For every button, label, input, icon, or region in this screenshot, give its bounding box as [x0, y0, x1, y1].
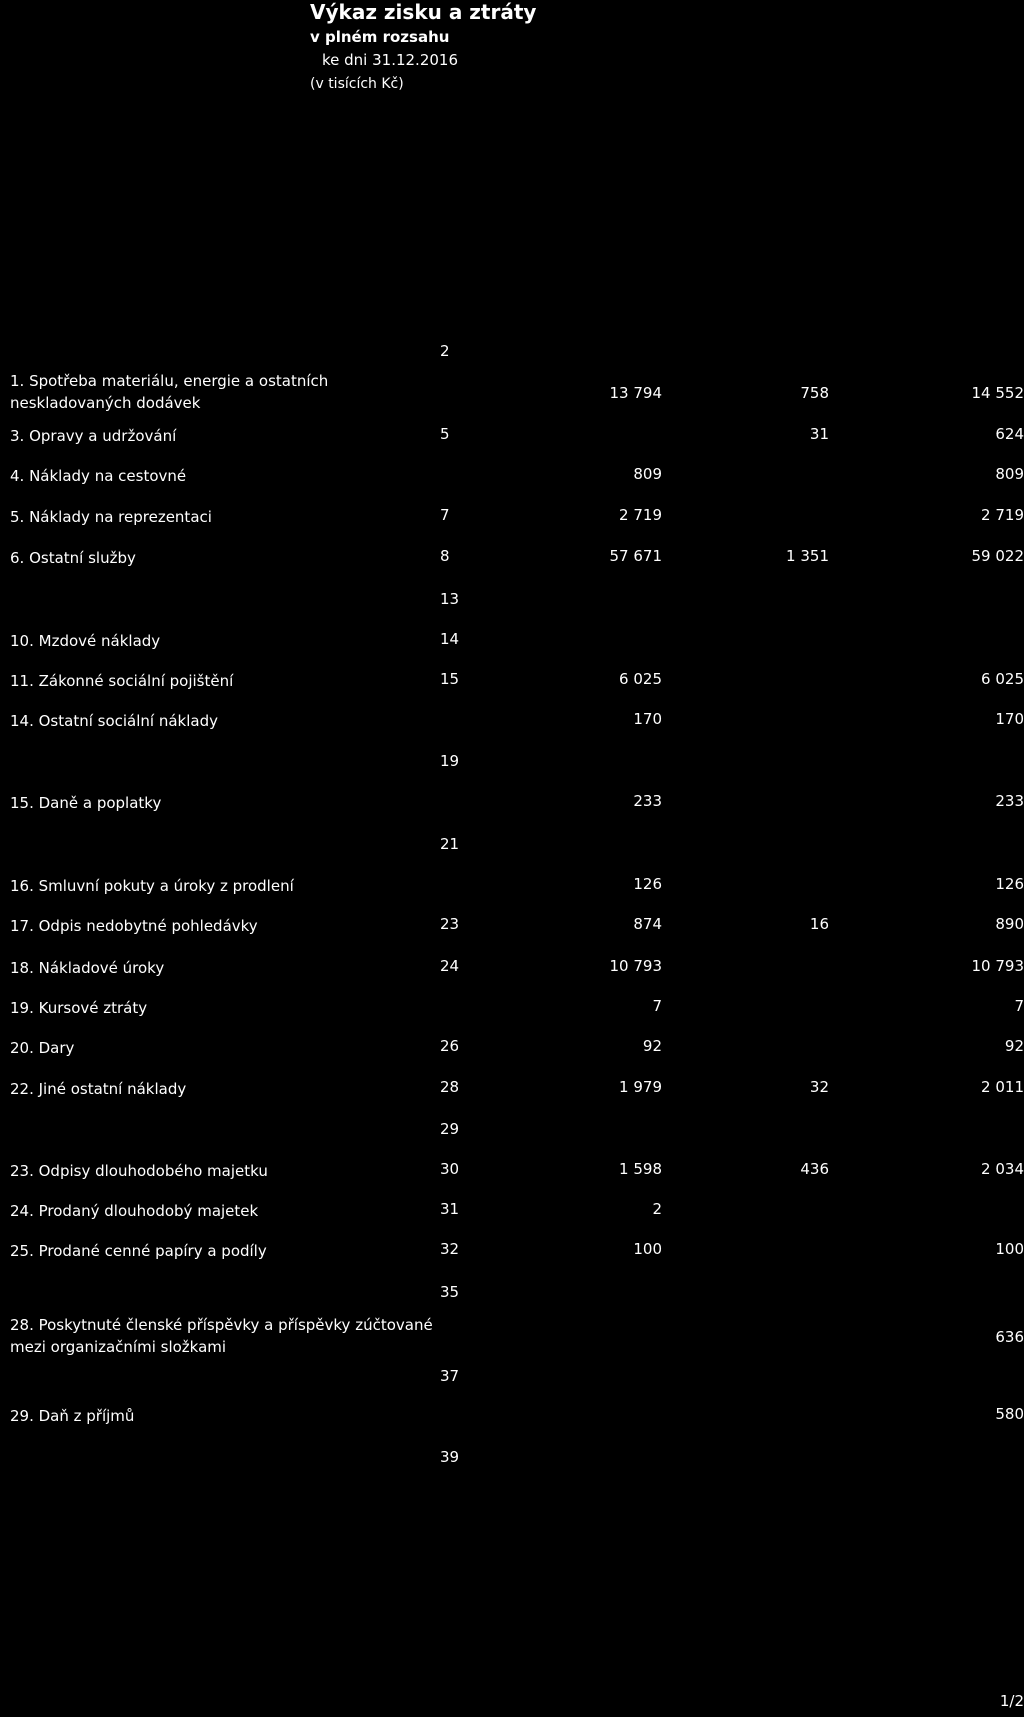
value-total: 126 [995, 875, 1024, 893]
page-number: 1/2 [999, 1692, 1024, 1710]
value-total: 7 [1014, 997, 1024, 1015]
row-line-number: 29 [440, 1120, 460, 1138]
table-row [0, 710, 1024, 750]
value-total: 6 025 [981, 670, 1024, 688]
row-label: 16. Smluvní pokuty a úroky z prodlení [10, 877, 294, 895]
table-row [0, 1120, 1024, 1160]
value-total: 100 [995, 1240, 1024, 1258]
value-total: 233 [995, 792, 1024, 810]
table-row [0, 957, 1024, 997]
row-label: 10. Mzdové náklady [10, 632, 161, 650]
value-main-activity: 7 [652, 997, 662, 1015]
value-main-activity: 10 793 [609, 957, 662, 975]
row-label: 3. Opravy a udržování [10, 427, 177, 445]
row-line-number: 5 [440, 425, 450, 443]
table-row [0, 1240, 1024, 1280]
row-label: 25. Prodané cenné papíry a podíly [10, 1242, 267, 1260]
value-total: 580 [995, 1405, 1024, 1423]
row-label: 19. Kursové ztráty [10, 999, 148, 1017]
value-economic-activity: 758 [800, 384, 829, 402]
row-line-number: 39 [440, 1448, 460, 1466]
value-main-activity: 2 719 [619, 506, 662, 524]
row-label: 28. Poskytnuté členské příspěvky a příspěvky zúčtované mezi organizačními složkami [10, 1316, 433, 1356]
value-total: 2 034 [981, 1160, 1024, 1178]
value-main-activity: 13 794 [609, 384, 662, 402]
row-line-number: 28 [440, 1078, 460, 1096]
row-line-number: 32 [440, 1240, 460, 1258]
table-row [0, 465, 1024, 505]
row-label: 6. Ostatní služby [10, 549, 136, 567]
table-row [0, 1037, 1024, 1077]
value-economic-activity: 1 351 [786, 547, 829, 565]
value-main-activity: 100 [633, 1240, 662, 1258]
table-row [0, 875, 1024, 915]
table-row [0, 425, 1024, 465]
value-main-activity: 126 [633, 875, 662, 893]
row-line-number: 21 [440, 835, 460, 853]
row-label: 11. Zákonné sociální pojištění [10, 672, 234, 690]
row-line-number: 26 [440, 1037, 460, 1055]
value-main-activity: 92 [642, 1037, 662, 1055]
row-line-number: 35 [440, 1283, 460, 1301]
value-total: 636 [995, 1328, 1024, 1346]
table-row [0, 1405, 1024, 1445]
page-subtitle: v plném rozsahu [310, 28, 450, 46]
row-label: 18. Nákladové úroky [10, 959, 165, 977]
table-row [0, 506, 1024, 546]
value-main-activity: 809 [633, 465, 662, 483]
table-row [0, 1448, 1024, 1488]
value-total: 14 552 [971, 384, 1024, 402]
row-line-number: 23 [440, 915, 460, 933]
row-label: 20. Dary [10, 1039, 75, 1057]
row-line-number: 2 [440, 342, 450, 360]
value-economic-activity: 32 [809, 1078, 829, 1096]
row-line-number: 19 [440, 752, 460, 770]
value-economic-activity: 31 [809, 425, 829, 443]
row-label: 17. Odpis nedobytné pohledávky [10, 917, 258, 935]
table-row [0, 630, 1024, 670]
row-line-number: 14 [440, 630, 460, 648]
row-label: 14. Ostatní sociální náklady [10, 712, 218, 730]
table-row [0, 670, 1024, 710]
row-label: 15. Daně a poplatky [10, 794, 162, 812]
row-label: 5. Náklady na reprezentaci [10, 508, 212, 526]
table-row [0, 792, 1024, 832]
value-total: 2 011 [981, 1078, 1024, 1096]
value-total: 2 719 [981, 506, 1024, 524]
value-main-activity: 1 979 [619, 1078, 662, 1096]
table-row [0, 915, 1024, 955]
table-row [0, 590, 1024, 630]
value-economic-activity: 436 [800, 1160, 829, 1178]
value-total: 624 [995, 425, 1024, 443]
row-line-number: 30 [440, 1160, 460, 1178]
row-label: 23. Odpisy dlouhodobého majetku [10, 1162, 268, 1180]
value-main-activity: 170 [633, 710, 662, 728]
report-date: ke dni 31.12.2016 [322, 51, 458, 69]
row-line-number: 37 [440, 1367, 460, 1385]
value-main-activity: 233 [633, 792, 662, 810]
table-row [0, 372, 1024, 412]
value-main-activity: 1 598 [619, 1160, 662, 1178]
value-main-activity: 2 [652, 1200, 662, 1218]
page-title: Výkaz zisku a ztráty [310, 0, 537, 24]
value-main-activity: 6 025 [619, 670, 662, 688]
table-row [0, 1160, 1024, 1200]
row-line-number: 13 [440, 590, 460, 608]
row-line-number: 15 [440, 670, 460, 688]
table-row [0, 752, 1024, 792]
table-row [0, 835, 1024, 875]
value-main-activity: 874 [633, 915, 662, 933]
value-total: 92 [1004, 1037, 1024, 1055]
value-total: 809 [995, 465, 1024, 483]
row-line-number: 24 [440, 957, 460, 975]
currency-unit: (v tisících Kč) [310, 76, 404, 92]
value-main-activity: 57 671 [609, 547, 662, 565]
row-label: 22. Jiné ostatní náklady [10, 1080, 187, 1098]
row-label: 1. Spotřeba materiálu, energie a ostatních neskladovaných dodávek [10, 372, 329, 412]
row-line-number: 7 [440, 506, 450, 524]
row-label: 29. Daň z příjmů [10, 1407, 135, 1425]
row-label: 24. Prodaný dlouhodobý majetek [10, 1202, 259, 1220]
table-row [0, 1316, 1024, 1356]
row-line-number: 8 [440, 547, 450, 565]
row-line-number: 31 [440, 1200, 460, 1218]
value-economic-activity: 16 [809, 915, 829, 933]
table-row [0, 547, 1024, 587]
value-total: 10 793 [971, 957, 1024, 975]
value-total: 59 022 [971, 547, 1024, 565]
table-row [0, 997, 1024, 1037]
row-label: 4. Náklady na cestovné [10, 467, 187, 485]
value-total: 170 [995, 710, 1024, 728]
table-row [0, 1367, 1024, 1407]
table-row [0, 1200, 1024, 1240]
table-row [0, 1078, 1024, 1118]
value-total: 890 [995, 915, 1024, 933]
